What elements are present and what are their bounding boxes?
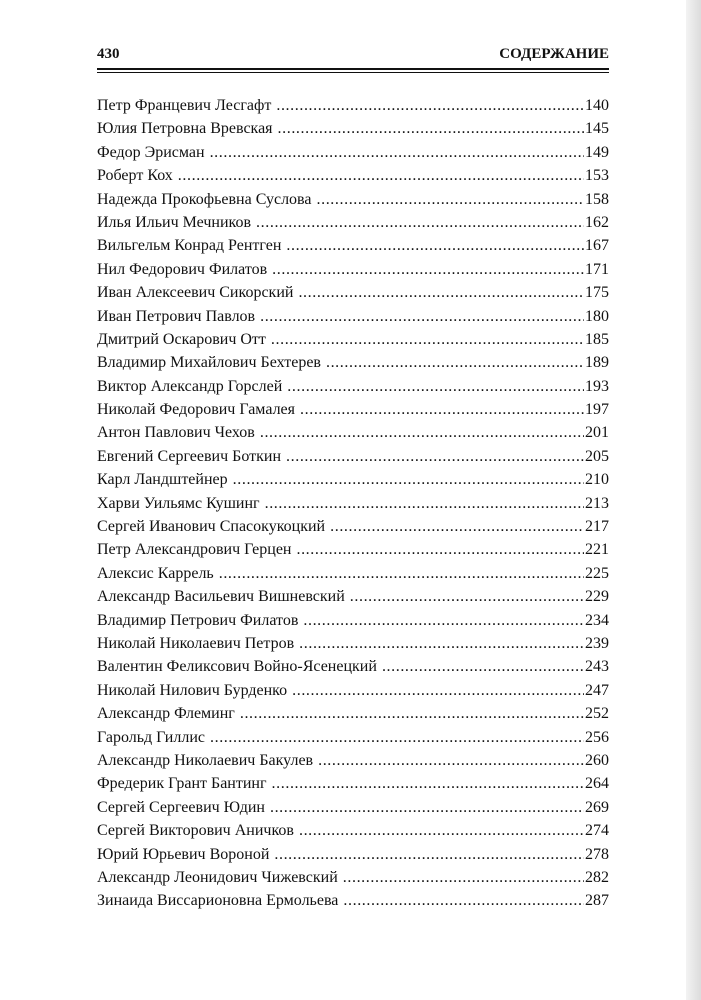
toc-entry-name: Сергей Сергеевич Юдин [97,798,265,816]
toc-entry-name: Николай Федорович Гамалея [97,401,296,419]
toc-entry-name: Александр Николаевич Бакулев [97,751,314,769]
toc-entry [97,141,609,164]
toc-entry-page: 234 [585,611,609,629]
toc-entry [97,328,609,351]
toc-entry-page: 256 [585,728,609,746]
toc-entry-page: 213 [585,494,609,512]
toc-entry-name: Гарольд Гиллис [97,728,205,746]
toc-entry-name: Роберт Кох [97,167,173,185]
toc-entry [97,679,609,702]
toc-entry-name: Сергей Викторович Аничков [97,822,294,840]
toc-dot-leader [299,632,584,655]
toc-entry-name: Виктор Александр Горслей [97,377,283,395]
toc-entry-name: Александр Леонидович Чижевский [97,868,338,886]
toc-entry [97,562,609,585]
toc-entry-name: Николай Николаевич Петров [97,634,295,652]
table-of-contents [97,94,609,913]
toc-dot-leader [286,234,584,257]
toc-dot-leader [298,281,584,304]
toc-entry [97,609,609,632]
toc-entry-page: 217 [585,518,609,536]
toc-dot-leader [219,562,584,585]
toc-dot-leader [276,94,584,117]
toc-entry-name: Алексис Каррель [97,564,214,582]
toc-entry-page: 180 [585,307,609,325]
toc-entry [97,655,609,678]
toc-entry [97,492,609,515]
toc-entry-page: 225 [585,564,609,582]
toc-entry-page: 145 [585,120,609,138]
toc-entry-name: Илья Ильич Мечников [97,213,252,231]
toc-entry-name: Евгений Сергеевич Боткин [97,447,282,465]
toc-dot-leader [303,609,584,632]
toc-entry-page: 278 [585,845,609,863]
toc-entry-page: 149 [585,143,609,161]
toc-entry [97,234,609,257]
toc-dot-leader [350,585,584,608]
toc-entry-name: Харви Уильямс Кушинг [97,494,260,512]
toc-entry-name: Петр Францевич Лесгафт [97,97,272,114]
toc-entry-page: 193 [585,377,609,395]
toc-dot-leader [299,819,584,842]
toc-dot-leader [343,889,584,912]
toc-entry [97,258,609,281]
toc-dot-leader [278,117,584,140]
toc-entry-name: Зинаида Виссарионовна Ермольева [97,892,339,910]
toc-entry-page: 158 [585,190,609,208]
toc-entry-page: 252 [585,705,609,723]
toc-dot-leader [272,258,584,281]
toc-dot-leader [292,679,584,702]
toc-entry [97,538,609,561]
toc-entry [97,188,609,211]
toc-dot-leader [286,445,584,468]
toc-entry-page: 175 [585,284,609,302]
toc-entry-page: 201 [585,424,609,442]
toc-dot-leader [260,305,584,328]
toc-entry-page: 282 [585,868,609,886]
toc-entry [97,281,609,304]
toc-dot-leader [272,772,584,795]
header-rule-thick [97,68,609,70]
toc-entry-name: Карл Ландштейнер [97,471,228,489]
toc-entry [97,445,609,468]
toc-dot-leader [317,188,585,211]
toc-entry [97,398,609,421]
toc-entry-name: Вильгельм Конрад Рентген [97,237,282,255]
toc-entry [97,351,609,374]
toc-entry [97,515,609,538]
toc-entry-page: 140 [585,97,609,114]
page-number: 430 [97,46,120,62]
toc-entry [97,726,609,749]
toc-entry-name: Антон Павлович Чехов [97,424,255,442]
toc-entry-name: Юрий Юрьевич Вороной [97,845,270,863]
toc-entry-name: Юлия Петровна Вревская [97,120,273,138]
toc-entry-name: Петр Александрович Герцен [97,541,292,559]
toc-entry [97,211,609,234]
toc-entry [97,819,609,842]
toc-entry [97,164,609,187]
toc-dot-leader [274,843,584,866]
toc-entry-name: Иван Алексеевич Сикорский [97,284,294,302]
toc-entry [97,421,609,444]
toc-entry-page: 264 [585,775,609,793]
toc-dot-leader [343,866,584,889]
toc-entry [97,305,609,328]
toc-entry-page: 260 [585,751,609,769]
toc-entry-page: 189 [585,354,609,372]
toc-entry-name: Александр Васильевич Вишневский [97,588,345,606]
toc-dot-leader [265,492,584,515]
toc-entry [97,94,609,117]
toc-entry-page: 243 [585,658,609,676]
toc-entry-page: 247 [585,681,609,699]
toc-entry-name: Александр Флеминг [97,705,235,723]
toc-dot-leader [271,328,584,351]
toc-entry-name: Николай Нилович Бурденко [97,681,288,699]
toc-dot-leader [233,468,584,491]
toc-entry-page: 269 [585,798,609,816]
toc-entry [97,468,609,491]
page-header [97,46,609,68]
toc-entry-page: 167 [585,237,609,255]
toc-entry [97,632,609,655]
toc-entry [97,796,609,819]
toc-entry-name: Надежда Прокофьевна Суслова [97,190,312,208]
toc-entry-page: 205 [585,447,609,465]
toc-entry-name: Сергей Иванович Спасокукоцкий [97,518,326,536]
toc-entry [97,375,609,398]
toc-dot-leader [330,515,584,538]
toc-entry [97,866,609,889]
toc-entry [97,889,609,912]
toc-dot-leader [260,421,584,444]
toc-entry [97,702,609,725]
toc-entry-name: Фредерик Грант Бантинг [97,775,267,793]
toc-entry [97,585,609,608]
toc-entry-name: Нил Федорович Филатов [97,260,268,278]
toc-entry-page: 287 [585,892,609,910]
toc-entry-name: Дмитрий Оскарович Отт [97,330,266,348]
toc-entry-page: 210 [585,471,609,489]
toc-dot-leader [318,749,584,772]
toc-entry-page: 221 [585,541,609,559]
toc-entry-page: 162 [585,213,609,231]
toc-dot-leader [326,351,584,374]
toc-entry-page: 197 [585,401,609,419]
toc-entry-page: 229 [585,588,609,606]
toc-entry-name: Федор Эрисман [97,143,205,161]
toc-entry-page: 274 [585,822,609,840]
toc-dot-leader [300,398,584,421]
toc-dot-leader [296,538,584,561]
toc-entry-name: Иван Петрович Павлов [97,307,256,325]
page-edge [686,0,701,1000]
toc-entry-name: Владимир Михайлович Бехтерев [97,354,321,372]
toc-dot-leader [240,702,584,725]
toc-entry [97,843,609,866]
toc-dot-leader [270,796,584,819]
toc-entry-page: 185 [585,330,609,348]
toc-dot-leader [382,655,584,678]
toc-dot-leader [178,164,584,187]
section-title: СОДЕРЖАНИЕ [499,46,609,62]
header-rule-thin [97,72,609,73]
toc-entry [97,117,609,140]
toc-dot-leader [210,726,584,749]
toc-dot-leader [256,211,584,234]
toc-entry-name: Владимир Петрович Филатов [97,611,299,629]
toc-entry [97,749,609,772]
toc-entry-page: 239 [585,634,609,652]
toc-dot-leader [210,141,584,164]
toc-entry-name: Валентин Феликсович Войно-Ясенецкий [97,658,377,676]
toc-entry [97,772,609,795]
toc-entry-page: 153 [585,167,609,185]
toc-dot-leader [287,375,584,398]
toc-entry-page: 171 [585,260,609,278]
